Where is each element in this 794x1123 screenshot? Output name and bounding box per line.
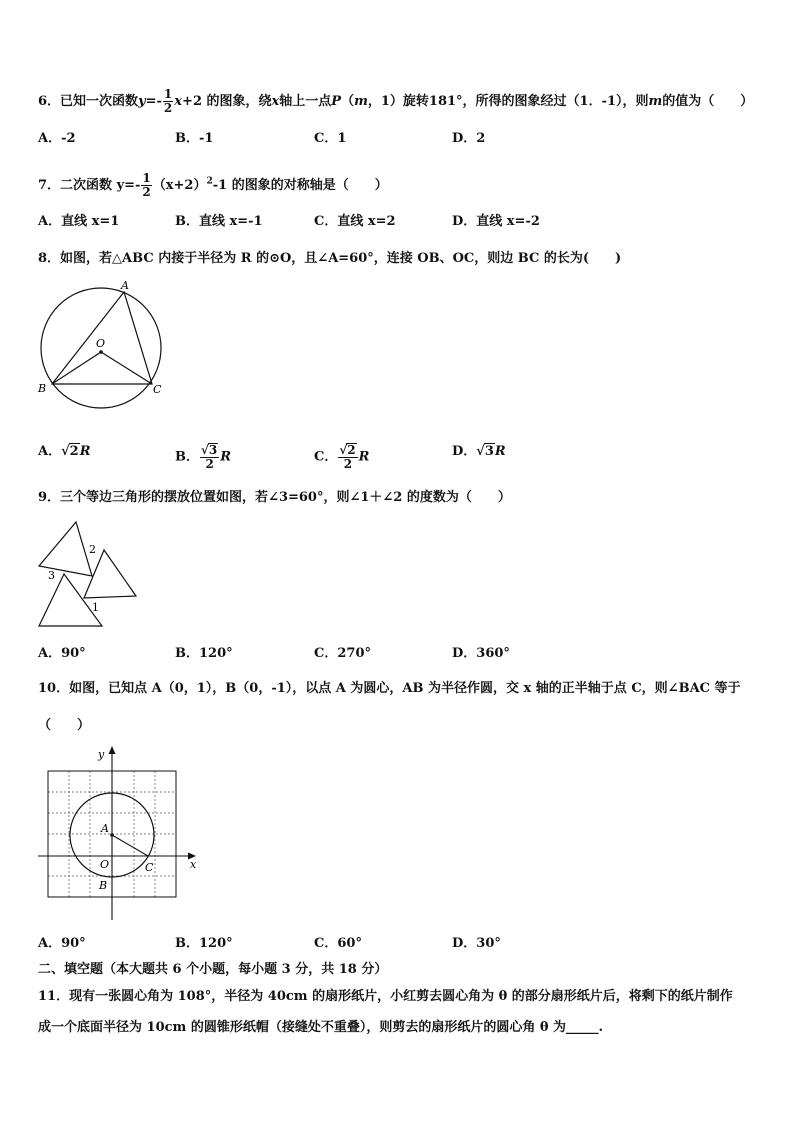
circle-triangle-figure [34,276,164,411]
q9-option-b[interactable]: B．120° [175,646,233,661]
three-triangles-figure [36,518,146,630]
segment-ob [52,352,101,384]
q7-option-a[interactable]: A．直线 x=1 [38,214,120,229]
question-10-paren: （ ） [38,718,91,733]
fraction: $\frac{1}{2}$ [163,87,173,115]
q8-option-c[interactable]: C． $\frac{√2}{2}$ R [314,443,370,471]
segment-ac [112,835,148,856]
q9-option-a[interactable]: A．90° [38,646,86,661]
label-angle-3: 3 [48,569,55,582]
segment-oc [101,352,152,384]
point-a [110,833,114,837]
q7-option-d[interactable]: D．直线 x=-2 [452,214,540,229]
label-b: B [38,382,47,395]
fraction: $\frac{1}{2}$ [142,171,151,199]
q10-option-a[interactable]: A．90° [38,936,86,951]
label-c: C [153,383,162,396]
question-9: 9．三个等边三角形的摆放位置如图，若∠3=60°，则∠1＋∠2 的度数为（ ） [38,490,511,505]
q7-option-b[interactable]: B．直线 x=-1 [175,214,263,229]
section-2-heading: 二、填空题（本大题共 6 个小题，每小题 3 分，共 18 分） [38,962,388,977]
question-7: 7．二次函数 y=- $\frac{1}{2}$ $(x+2)^2-1$ 的图象的对称轴是（ ） [38,171,388,199]
label-o: O [96,337,106,350]
q6-option-d[interactable]: D．2 [452,131,486,146]
y-axis-arrow-icon [109,746,116,754]
fraction: $\frac{√2}{2}$ [339,443,356,471]
answer-blank[interactable]: _____ [566,1020,599,1035]
triangle-top [39,522,92,576]
label-y: y [98,748,105,761]
q10-option-c[interactable]: C．60° [314,936,362,951]
q8-option-a[interactable]: A．√2R [38,444,91,459]
q10-option-b[interactable]: B．120° [175,936,233,951]
q8-option-b[interactable]: B． $\frac{√3}{2}$ R [175,443,232,471]
question-11-line-2: 成一个底面半径为 10cm 的圆锥形纸帽（接缝处不重叠），则剪去的扇形纸片的圆心角 θ 为_____. [38,1020,604,1035]
q9-option-c[interactable]: C．270° [314,646,371,661]
center-point [99,350,103,354]
question-8: 8．如图，若△ABC 内接于半径为 R 的⊙O，且∠A=60°，连接 OB、OC，则边 BC 的长为( ) [38,251,622,266]
q6-option-a[interactable]: A．-2 [38,131,76,146]
coordinate-figure [36,740,206,925]
fraction: $\frac{√3}{2}$ [201,443,218,471]
q7-option-c[interactable]: C．直线 x=2 [314,214,396,229]
question-11-line-1: 11．现有一张圆心角为 108°，半径为 40cm 的扇形纸片，小红剪去圆心角为 θ 的部分扇形纸片后，将剩下的纸片制作 [38,989,733,1004]
q9-option-d[interactable]: D．360° [452,646,510,661]
q10-option-d[interactable]: D．30° [452,936,501,951]
label-x: x [190,858,197,871]
question-6: 6．已知一次函数y=- $\frac{1}{2}$ x+2 的图象，绕x轴上一点P（m，1）旋转181°，所得的图象经过（1．-1），则m的值为（ ） [38,87,754,115]
label-a: A [101,822,109,835]
q6-option-c[interactable]: C．1 [314,131,347,146]
label-b: B [99,879,108,892]
label-angle-2: 2 [89,543,96,556]
label-o: O [100,858,110,871]
q6-option-b[interactable]: B．-1 [175,131,214,146]
question-10: 10．如图，已知点 A（0，1），B（0，-1），以点 A 为圆心，AB 为半径作圆，交 x 轴的正半轴于点 C，则∠BAC 等于 [38,681,741,696]
q8-option-d[interactable]: D．√3R [452,444,506,459]
label-angle-1: 1 [92,601,99,614]
label-a: A [121,279,129,292]
label-c: C [145,861,154,874]
